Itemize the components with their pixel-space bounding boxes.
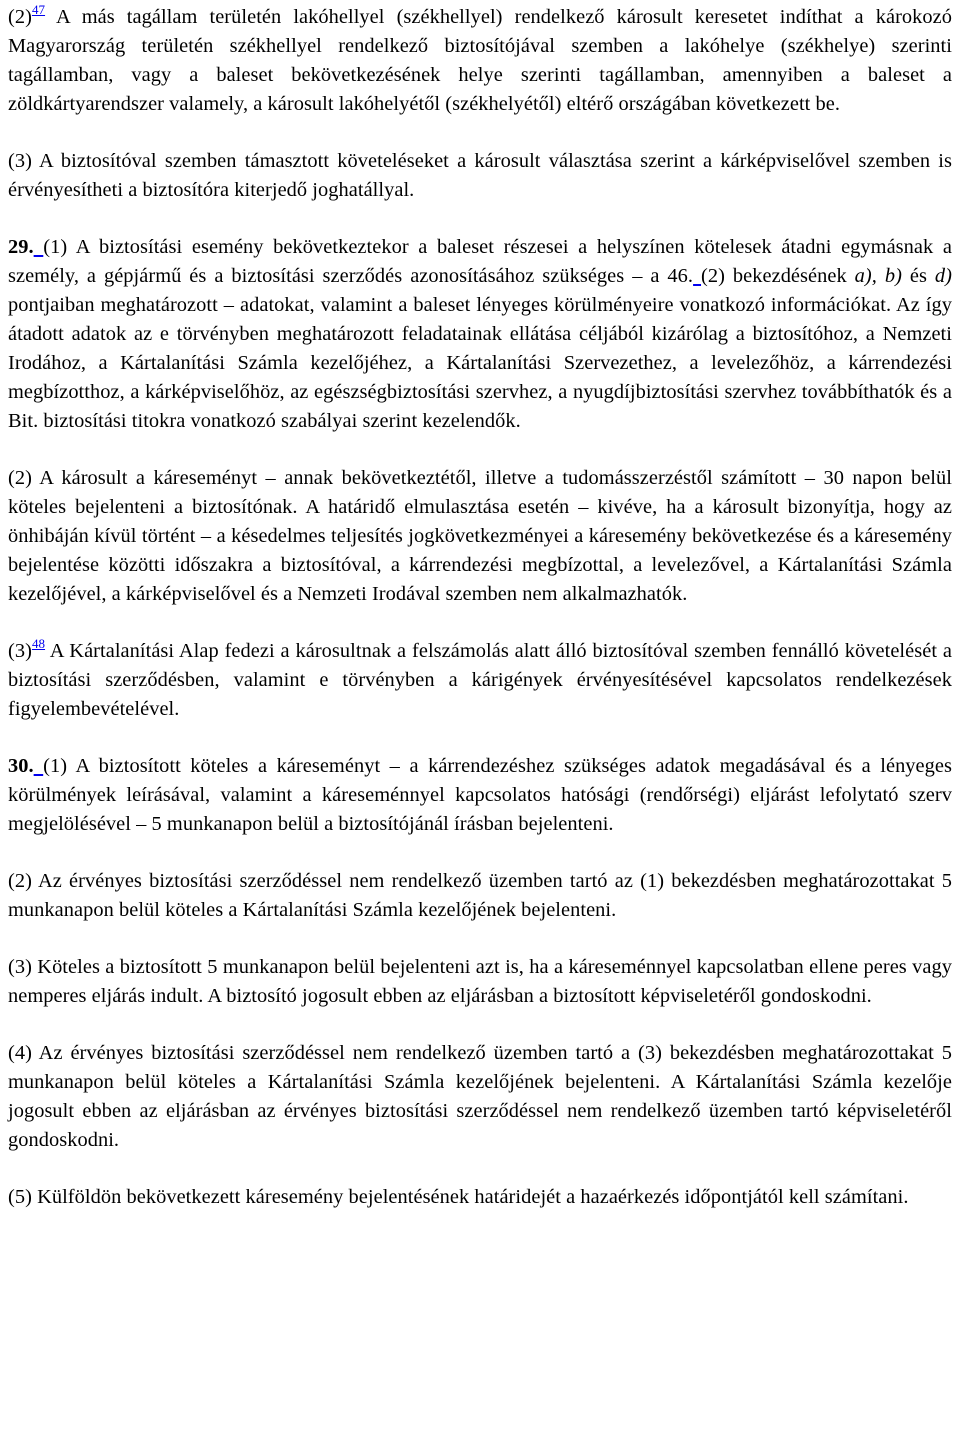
section-30-paragraph-3 (8, 953, 952, 1011)
paragraph-text: (1) A biztosítási esemény bekövetkeztekor a baleset részesei a helyszínen kötelesek átadni egymásnak a személy, a gépjármű és a biztosítási szerződés azonosításához szükséges – a 46. (8, 236, 952, 287)
section-30-paragraph-4 (8, 1039, 952, 1155)
paragraph-text: (5) Külföldön bekövetkezett káresemény bejelentésének határidejét a hazaérkezés időpontjától kell számítani. (8, 1186, 909, 1208)
section-29-paragraph-3 (8, 637, 952, 724)
paragraph-text: (3) A biztosítóval szemben támasztott követeléseket a károsult választása szerint a kárképviselővel szemben is érvényesítheti a biztosítóra kiterjedő joghatállyal. (8, 150, 952, 201)
section-29-paragraph-1 (8, 233, 952, 436)
reference-link-46[interactable] (693, 265, 701, 287)
paragraph-3 (8, 147, 952, 205)
paragraph-number: (2) (8, 6, 32, 28)
paragraph-text: és (901, 265, 935, 287)
paragraph-text: pontjaiban meghatározott – adatokat, valamint a baleset lényeges körülményeire vonatkozó információkat. Az így átadott adatok az e törvényben meghatározott feladatainak ellátása céljából kizárólag a biztosítóhoz, a Nemzeti Irodához, a Kártalanítási Számla kezelőjéhez, a Kártalanítási Szervezethez, a levelezőhöz, a kárrendezési megbízotthoz, a kárképviselőhöz, az egészségbiztosítási szervhez, a nyugdíjbiztosítási szervhez továbbíthatók és a Bit. biztosítási titokra vonatkozó szabályai szerint kezelendők. (8, 294, 952, 432)
paragraph-text: (4) Az érvényes biztosítási szerződéssel nem rendelkező üzemben tartó a (3) bekezdésben meghatározottakat 5 munkanapon belül köteles a Kártalanítási Számla kezelőjének bejelenteni. A Kártalanítási Számla kezelője jogosult ebben az eljárásban az érvényes biztosítási szerződéssel nem rendelkező üzemben tartó képviseletéről gondoskodni. (8, 1042, 952, 1151)
section-anchor-link[interactable] (34, 755, 44, 777)
paragraph-text: A Kártalanítási Alap fedezi a károsultnak a felszámolás alatt álló biztosítóval szemben fennálló követelését a biztosítási szerződésben, valamint e törvényben a kárigények érvényesítésével kapcsolatos rendelkezések figyelembevételével. (8, 640, 952, 720)
section-30-paragraph-2 (8, 867, 952, 925)
paragraph-text: A más tagállam területén lakóhellyel (székhellyel) rendelkező károsult keresetet indíthat a károkozó Magyarország területén székhellyel rendelkező biztosítójával szemben a lakóhelye (székhelye) szerinti tagállamban, vagy a baleset bekövetkezésének helye szerinti tagállamban, amennyiben a baleset a zöldkártyarendszer valamely, a károsult lakóhelyétől (székhelyétől) eltérő országában következett be. (8, 6, 952, 115)
point-reference: d) (934, 265, 952, 287)
paragraph-text: (2) A károsult a káreseményt – annak bekövetkeztétől, illetve a tudomásszerzéstől számított – 30 napon belül köteles bejelenteni a biztosítónak. A határidő elmulasztása esetén – kivéve, ha a károsult bizonyítja, hogy az önhibáján kívül történt – a késedelmes teljesítés jogkövetkezményei a káresemény bekövetkezése és a káresemény bejelentése közötti időszakra a biztosítóval, a kárrendezési megbízottal, a levelezővel, a Kártalanítási Számla kezelőjével, a kárképviselővel és a Nemzeti Irodával szemben nem alkalmazhatók. (8, 467, 952, 605)
paragraph-text: (3) Köteles a biztosított 5 munkanapon belül bejelenteni azt is, ha a káreseménnyel kapcsolatban ellene peres vagy nemperes eljárás indult. A biztosító jogosult ebben az eljárásban a biztosított képviseletéről gondoskodni. (8, 956, 952, 1007)
section-30-paragraph-1 (8, 752, 952, 839)
paragraph-2 (8, 3, 952, 119)
footnote-link-48[interactable]: 48 (31, 636, 46, 651)
point-reference: a), b) (854, 265, 902, 287)
paragraph-text: (1) A biztosított köteles a káreseményt – a kárrendezéshez szükséges adatok megadásával és a lényeges körülmények leírásával, valamint a káreseménnyel kapcsolatos hatósági (rendőrségi) eljárást lefolytató szerv megjelölésével – 5 munkanapon belül a biztosítójánál írásban bejelenteni. (8, 755, 952, 835)
paragraph-text: (2) Az érvényes biztosítási szerződéssel nem rendelkező üzemben tartó az (1) bekezdésben meghatározottakat 5 munkanapon belül köteles a Kártalanítási Számla kezelőjének bejelenteni. (8, 870, 952, 921)
document-page (0, 3, 960, 1212)
section-29-paragraph-2 (8, 464, 952, 609)
section-anchor-link[interactable] (34, 236, 44, 258)
section-number-29: 29. (8, 236, 34, 258)
paragraph-text: (2) bekezdésének (701, 265, 855, 287)
footnote-link-47[interactable]: 47 (31, 2, 46, 17)
section-number-30: 30. (8, 755, 34, 777)
section-30-paragraph-5 (8, 1183, 952, 1212)
paragraph-number: (3) (8, 640, 32, 662)
